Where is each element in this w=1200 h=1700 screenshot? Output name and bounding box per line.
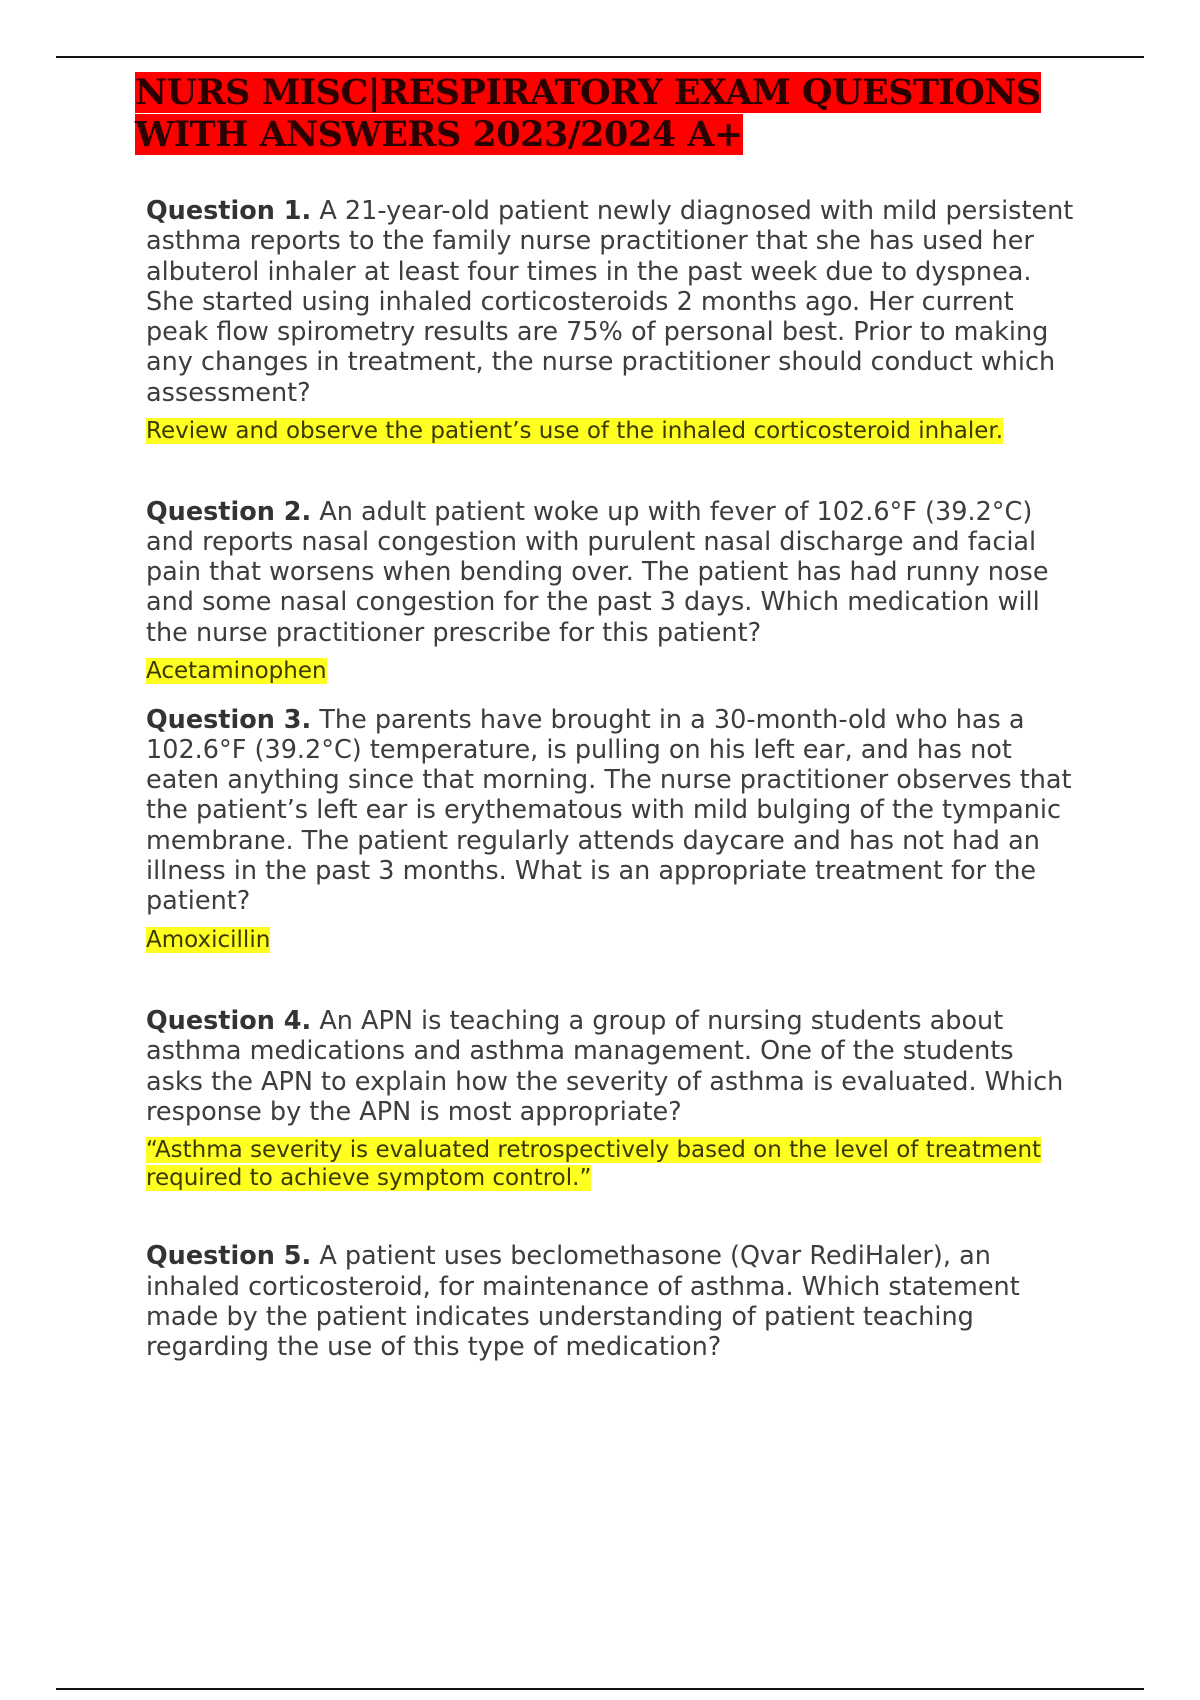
answer [146,1137,1076,1192]
question-block-5 [146,1241,1076,1362]
answer-text: Amoxicillin [146,926,271,953]
question-label: Question 2. [146,496,312,527]
question-label: Question 4. [146,1006,312,1037]
question-text [146,1241,1076,1362]
question-label: Question 3. [146,704,312,735]
question-label: Question 5. [146,1241,312,1272]
question-block-2 [146,497,1076,686]
question-body: An APN is teaching a group of nursing students about asthma medications and asthma management. One of the students asks the APN to explain how the severity of asthma is evaluated. Which response by the APN is most appropriate? [146,1006,1064,1128]
answer [146,418,1076,446]
top-divider [56,56,1144,58]
document-title [135,72,1075,156]
question-body: A patient uses beclomethasone (Qvar RediHaler), an inhaled corticosteroid, for maintenance of asthma. Which statement made by the patient indicates understanding of patient teaching regarding the use of this type of medication? [146,1241,1020,1363]
question-text [146,497,1076,648]
question-body: The parents have brought in a 30-month-old who has a 102.6°F (39.2°C) temperature, is pulling on his left ear, and has not eaten anything since that morning. The nurse practitioner observes that the patient’s left ear is erythematous with mild bulging of the tympanic membrane. The patient regularly attends daycare and has not had an illness in the past 3 months. What is an appropriate treatment for the patient? [146,704,1072,917]
answer [146,927,1076,955]
document-title-text: NURS MISC|RESPIRATORY EXAM QUESTIONS WITH ANSWERS 2023/2024 A+ [135,72,1041,155]
answer-text: Review and observe the patient’s use of the inhaled corticosteroid inhaler. [146,418,1004,445]
answer [146,658,1076,686]
question-text [146,705,1076,917]
question-block-1 [146,196,1076,446]
bottom-divider [56,1688,1144,1690]
question-text [146,196,1076,408]
question-body: An adult patient woke up with fever of 102.6°F (39.2°C) and reports nasal congestion with purulent nasal discharge and facial pain that worsens when bending over. The patient has had runny nose and some nasal congestion for the past 3 days. Which medication will the nurse practitioner prescribe for this patient? [146,496,1049,648]
answer-text: “Asthma severity is evaluated retrospectively based on the level of treatment required to achieve symptom control.” [146,1137,1042,1191]
question-block-4 [146,1006,1076,1192]
question-label: Question 1. [146,196,312,226]
question-list [146,196,1076,1363]
question-body: A 21-year-old patient newly diagnosed with mild persistent asthma reports to the family nurse practitioner that she has used her albuterol inhaler at least four times in the past week due to dyspnea. She started using inhaled corticosteroids 2 months ago. Her current peak flow spirometry results are 75% of personal best. Prior to making any changes in treatment, the nurse practitioner should conduct which assessment? [146,196,1074,408]
question-text [146,1006,1076,1127]
question-block-3 [146,705,1076,955]
answer-text: Acetaminophen [146,658,327,685]
